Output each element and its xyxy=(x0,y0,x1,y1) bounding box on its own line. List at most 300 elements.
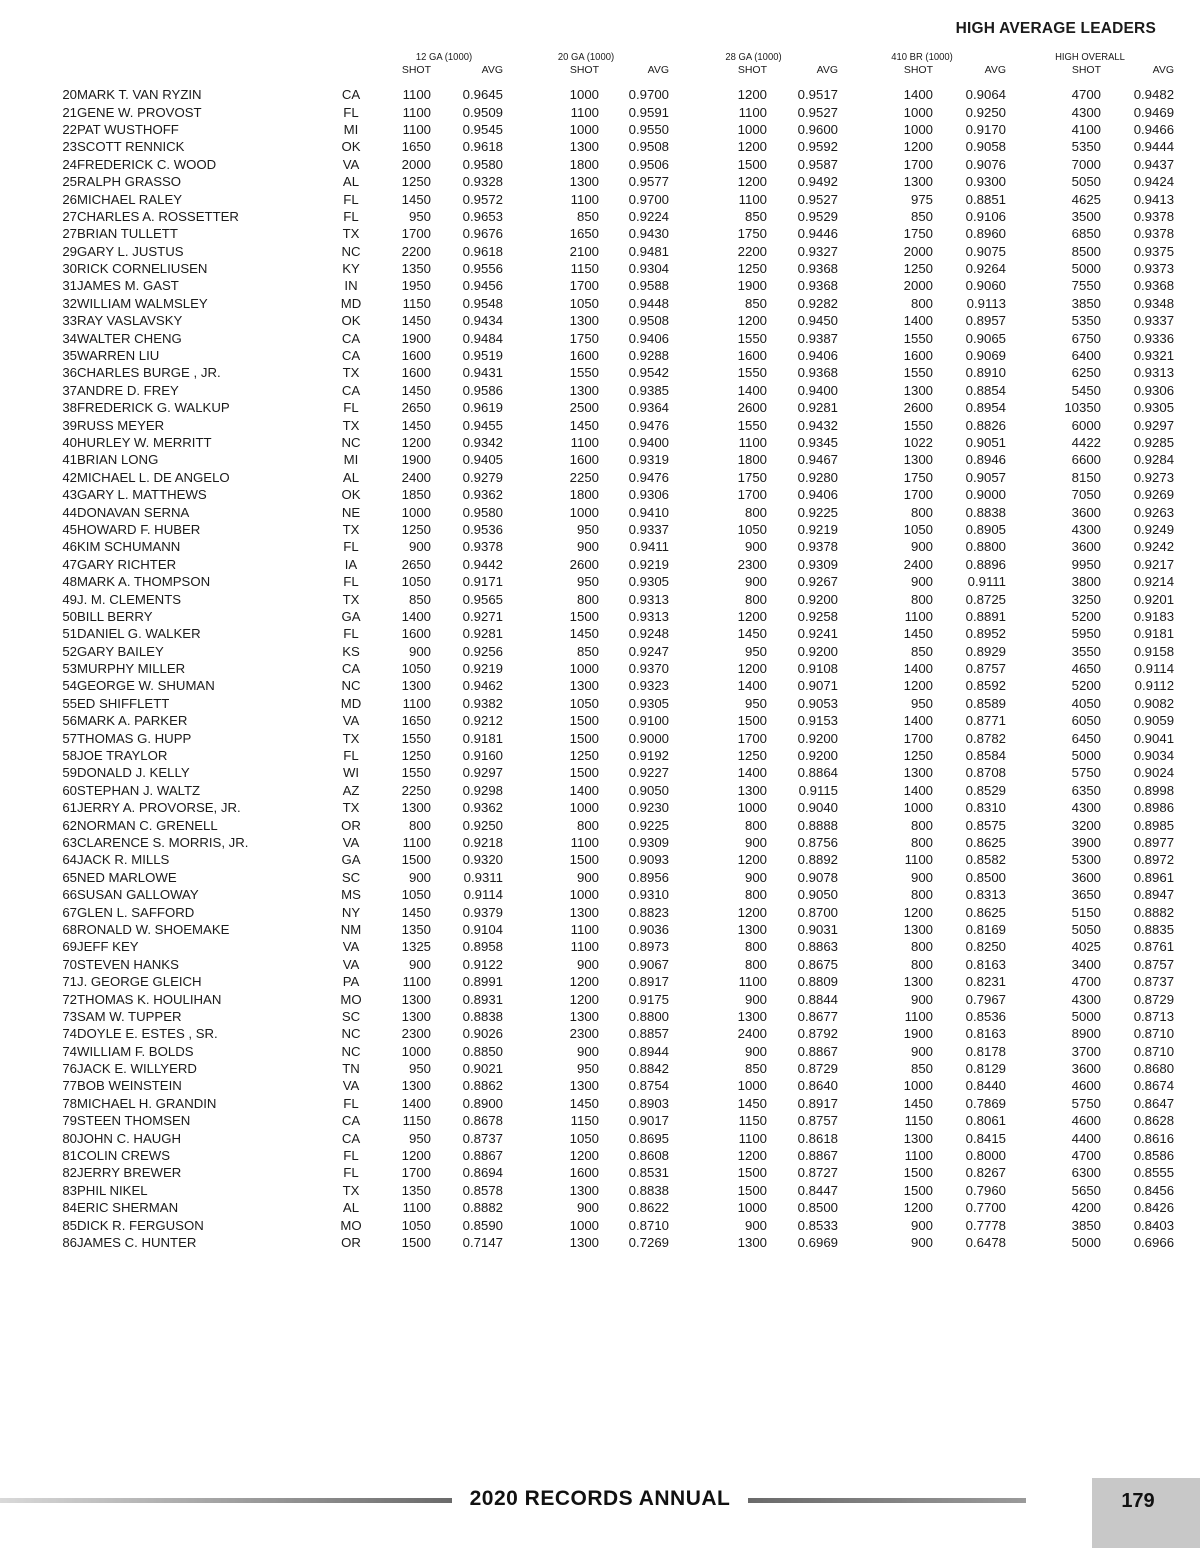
12ga-shot-cell: 1100 xyxy=(402,974,431,990)
28ga-shot-cell: 1750 xyxy=(737,226,767,242)
410br-avg-cell: 0.8854 xyxy=(965,382,1007,398)
28ga-shot-cell: 1000 xyxy=(737,121,767,137)
28ga-shot-cell: 1000 xyxy=(737,800,767,816)
20ga-avg-cell: 0.9542 xyxy=(628,365,669,381)
state-cell: GA xyxy=(341,852,361,868)
12ga-shot-cell: 1300 xyxy=(401,800,431,816)
28ga-shot-cell: 1900 xyxy=(737,278,767,294)
28ga-avg-cell: 0.9281 xyxy=(797,400,838,416)
shooter-name-cell: GARY RICHTER xyxy=(77,556,177,572)
28ga-avg-cell: 0.9200 xyxy=(797,730,838,746)
overall-avg-cell: 0.9181 xyxy=(1133,626,1175,642)
20ga-avg-cell: 0.9230 xyxy=(628,800,669,816)
28ga-avg-cell: 0.8844 xyxy=(797,991,838,1007)
table-row xyxy=(0,1182,1200,1199)
28ga-avg-cell: 0.8864 xyxy=(797,765,838,781)
overall-shot-cell: 4300 xyxy=(1071,800,1102,816)
shooter-name-cell: SUSAN GALLOWAY xyxy=(77,887,199,903)
table-row xyxy=(0,1234,1200,1251)
overall-avg-cell: 0.8628 xyxy=(1133,1113,1175,1129)
overall-shot-cell: 3400 xyxy=(1071,956,1102,972)
20ga-avg-cell: 0.9305 xyxy=(628,574,669,590)
20ga-shot-cell: 2100 xyxy=(569,243,599,259)
410br-shot-cell: 1300 xyxy=(903,974,933,990)
table-row xyxy=(0,86,1200,103)
12ga-shot-cell: 900 xyxy=(408,956,431,972)
12ga-avg-cell: 0.9250 xyxy=(462,817,503,833)
state-cell: TX xyxy=(342,800,360,816)
28ga-avg-cell: 0.9200 xyxy=(797,748,838,764)
28ga-avg-cell: 0.8618 xyxy=(797,1130,838,1146)
shooter-name-cell: THOMAS K. HOULIHAN xyxy=(77,991,222,1007)
12ga-avg-cell: 0.8867 xyxy=(462,1148,503,1164)
410br-shot-cell: 900 xyxy=(910,539,933,555)
20ga-shot-cell: 850 xyxy=(576,208,599,224)
28ga-shot-cell: 950 xyxy=(744,643,767,659)
group-header-28ga: 28 GA (1000) xyxy=(725,51,782,63)
20ga-avg-cell: 0.9508 xyxy=(628,313,669,329)
12ga-shot-cell: 1100 xyxy=(402,834,431,850)
state-cell: SC xyxy=(341,869,361,885)
shooter-name-cell: DANIEL G. WALKER xyxy=(77,626,201,642)
28ga-avg-cell: 0.8727 xyxy=(797,1165,838,1181)
410br-avg-cell: 0.9264 xyxy=(965,261,1007,277)
overall-avg-cell: 0.9112 xyxy=(1134,678,1175,694)
410br-shot-cell: 1300 xyxy=(903,765,933,781)
12ga-shot-cell: 2400 xyxy=(401,469,431,485)
20ga-avg-cell: 0.9319 xyxy=(628,452,669,468)
28ga-avg-cell: 0.8892 xyxy=(797,852,838,868)
410br-shot-cell: 1200 xyxy=(903,139,933,155)
28ga-shot-cell: 1500 xyxy=(737,1182,767,1198)
12ga-avg-cell: 0.9160 xyxy=(462,748,503,764)
12ga-avg-cell: 0.9653 xyxy=(462,208,503,224)
28ga-shot-cell: 1200 xyxy=(737,174,767,190)
410br-avg-cell: 0.8800 xyxy=(965,539,1007,555)
20ga-shot-cell: 1300 xyxy=(569,174,599,190)
shooter-name-cell: NED MARLOWE xyxy=(77,869,177,885)
28ga-shot-cell: 1300 xyxy=(737,782,767,798)
20ga-shot-cell: 1750 xyxy=(569,330,599,346)
410br-avg-cell: 0.9111 xyxy=(967,574,1007,590)
state-cell: NC xyxy=(341,1026,361,1042)
overall-avg-cell: 0.9378 xyxy=(1133,208,1175,224)
overall-shot-cell: 4422 xyxy=(1071,435,1102,450)
12ga-avg-cell: 0.9618 xyxy=(462,243,503,259)
20ga-avg-cell: 0.8917 xyxy=(628,974,669,990)
state-cell: AL xyxy=(342,1200,360,1216)
state-cell: TX xyxy=(342,226,360,242)
410br-avg-cell: 0.9170 xyxy=(965,121,1007,137)
410br-shot-cell: 1100 xyxy=(904,608,933,624)
410br-shot-cell: 850 xyxy=(910,643,933,659)
20ga-shot-cell: 2250 xyxy=(569,469,599,485)
410br-shot-cell: 1022 xyxy=(903,435,933,450)
28ga-shot-cell: 1500 xyxy=(737,713,767,729)
28ga-shot-cell: 850 xyxy=(744,1061,767,1077)
20ga-avg-cell: 0.9508 xyxy=(628,139,669,155)
28ga-shot-cell: 2300 xyxy=(737,556,767,572)
20ga-shot-cell: 1300 xyxy=(569,313,599,329)
12ga-shot-cell: 1400 xyxy=(401,608,431,624)
12ga-shot-cell: 1450 xyxy=(401,382,431,398)
table-row xyxy=(0,103,1200,120)
table-row xyxy=(0,764,1200,781)
20ga-avg-cell: 0.9093 xyxy=(628,852,669,868)
12ga-shot-cell: 1550 xyxy=(401,765,431,781)
rank-cell: 60 xyxy=(62,782,77,798)
overall-avg-cell: 0.8586 xyxy=(1133,1148,1175,1164)
12ga-avg-cell: 0.9181 xyxy=(462,730,503,746)
overall-shot-cell: 3600 xyxy=(1071,504,1102,520)
shooter-name-cell: RUSS MEYER xyxy=(77,417,165,433)
410br-shot-cell: 1000 xyxy=(903,104,933,120)
28ga-avg-cell: 0.9200 xyxy=(797,643,838,659)
page-number-box xyxy=(1092,1478,1200,1548)
12ga-avg-cell: 0.9431 xyxy=(462,365,503,381)
12ga-shot-cell: 1300 xyxy=(401,678,431,694)
20ga-shot-cell: 1650 xyxy=(569,226,599,242)
state-cell: CA xyxy=(341,382,361,398)
shooter-name-cell: WALTER CHENG xyxy=(77,330,182,346)
shooter-name-cell: COLIN CREWS xyxy=(77,1148,171,1164)
410br-shot-cell: 1500 xyxy=(903,1165,933,1181)
12ga-shot-cell: 1150 xyxy=(402,1113,431,1129)
12ga-avg-cell: 0.8931 xyxy=(462,991,503,1007)
20ga-avg-cell: 0.9448 xyxy=(628,295,669,311)
table-row xyxy=(0,590,1200,607)
20ga-shot-cell: 1400 xyxy=(569,782,599,798)
overall-avg-cell: 0.9114 xyxy=(1134,661,1175,677)
overall-avg-cell: 0.8737 xyxy=(1133,974,1175,990)
state-cell: MI xyxy=(343,121,359,137)
28ga-avg-cell: 0.9225 xyxy=(797,504,838,520)
rank-cell: 27 xyxy=(62,208,77,224)
28ga-shot-cell: 1500 xyxy=(737,1165,767,1181)
28ga-shot-cell: 900 xyxy=(744,991,767,1007)
group-header-20ga: 20 GA (1000) xyxy=(557,51,615,63)
12ga-avg-cell: 0.9256 xyxy=(462,643,503,659)
28ga-avg-cell: 0.8500 xyxy=(797,1200,838,1216)
rank-cell: 51 xyxy=(62,626,77,642)
28ga-avg-cell: 0.9219 xyxy=(797,521,838,537)
table-row xyxy=(0,1025,1200,1042)
12ga-shot-cell: 1100 xyxy=(402,695,431,711)
28ga-avg-cell: 0.9492 xyxy=(797,174,838,190)
28ga-shot-cell: 900 xyxy=(744,834,767,850)
rank-cell: 58 xyxy=(62,748,77,764)
12ga-shot-cell: 1950 xyxy=(401,278,431,294)
410br-shot-cell: 1700 xyxy=(903,730,933,746)
12ga-shot-cell: 1650 xyxy=(401,713,431,729)
12ga-shot-cell: 1300 xyxy=(401,1078,431,1094)
28ga-avg-cell: 0.9258 xyxy=(797,608,838,624)
overall-shot-cell: 8500 xyxy=(1071,243,1102,259)
overall-shot-cell: 4650 xyxy=(1071,661,1102,677)
rank-cell: 66 xyxy=(62,887,77,903)
28ga-shot-cell: 1100 xyxy=(738,191,767,207)
28ga-avg-cell: 0.9241 xyxy=(797,626,838,642)
rank-cell: 33 xyxy=(62,313,77,329)
overall-shot-cell: 5200 xyxy=(1071,608,1102,624)
28ga-shot-cell: 2600 xyxy=(737,400,767,416)
20ga-avg-cell: 0.9036 xyxy=(628,921,669,937)
410br-avg-cell: 0.9076 xyxy=(965,156,1007,172)
410br-avg-cell: 0.7778 xyxy=(965,1217,1007,1233)
12ga-shot-cell: 1150 xyxy=(402,295,431,311)
state-cell: KY xyxy=(342,261,360,277)
20ga-shot-cell: 1050 xyxy=(569,295,599,311)
28ga-avg-cell: 0.8700 xyxy=(797,904,838,920)
12ga-shot-cell: 1250 xyxy=(401,174,431,190)
rank-cell: 81 xyxy=(62,1148,77,1164)
28ga-shot-cell: 1700 xyxy=(737,487,767,503)
12ga-avg-cell: 0.9279 xyxy=(462,469,503,485)
20ga-avg-cell: 0.9430 xyxy=(628,226,669,242)
12ga-shot-cell: 1100 xyxy=(402,121,431,137)
avg-header: AVG xyxy=(816,64,838,76)
12ga-avg-cell: 0.9586 xyxy=(462,382,503,398)
28ga-shot-cell: 1600 xyxy=(737,348,767,364)
overall-shot-cell: 4600 xyxy=(1071,1113,1102,1129)
12ga-avg-cell: 0.9676 xyxy=(462,226,503,242)
overall-shot-cell: 3600 xyxy=(1071,869,1102,885)
overall-shot-cell: 3650 xyxy=(1071,887,1102,903)
overall-shot-cell: 3850 xyxy=(1071,1217,1102,1233)
410br-avg-cell: 0.6478 xyxy=(965,1234,1007,1250)
410br-shot-cell: 2000 xyxy=(903,278,933,294)
shooter-name-cell: WILLIAM WALMSLEY xyxy=(77,295,208,311)
table-row xyxy=(0,677,1200,694)
state-cell: FL xyxy=(343,104,359,120)
20ga-shot-cell: 900 xyxy=(576,539,599,555)
20ga-shot-cell: 900 xyxy=(576,869,599,885)
20ga-shot-cell: 1000 xyxy=(569,1217,599,1233)
overall-avg-cell: 0.9242 xyxy=(1133,539,1175,555)
28ga-avg-cell: 0.9282 xyxy=(797,295,838,311)
410br-shot-cell: 900 xyxy=(910,1217,933,1233)
12ga-shot-cell: 1500 xyxy=(401,1234,431,1250)
state-cell: SC xyxy=(341,1008,361,1024)
410br-shot-cell: 1250 xyxy=(903,261,933,277)
410br-avg-cell: 0.9075 xyxy=(965,243,1007,259)
overall-avg-cell: 0.8977 xyxy=(1133,834,1175,850)
12ga-shot-cell: 1100 xyxy=(402,1200,431,1216)
overall-avg-cell: 0.8616 xyxy=(1133,1130,1175,1146)
state-cell: FL xyxy=(343,574,359,590)
table-row xyxy=(0,347,1200,364)
20ga-shot-cell: 1600 xyxy=(569,348,599,364)
12ga-shot-cell: 1900 xyxy=(401,452,431,468)
410br-avg-cell: 0.8440 xyxy=(965,1078,1007,1094)
12ga-avg-cell: 0.9645 xyxy=(462,87,503,103)
overall-shot-cell: 3250 xyxy=(1071,591,1102,607)
table-row xyxy=(0,1147,1200,1164)
state-cell: OK xyxy=(341,139,361,155)
28ga-shot-cell: 2400 xyxy=(737,1026,767,1042)
20ga-avg-cell: 0.9337 xyxy=(628,521,669,537)
12ga-avg-cell: 0.9619 xyxy=(462,400,503,416)
20ga-avg-cell: 0.9700 xyxy=(628,87,669,103)
410br-shot-cell: 1400 xyxy=(903,713,933,729)
avg-header: AVG xyxy=(647,64,669,76)
shooter-name-cell: RICK CORNELIUSEN xyxy=(77,261,208,277)
state-cell: VA xyxy=(342,834,360,850)
410br-avg-cell: 0.8529 xyxy=(965,782,1007,798)
table-row xyxy=(0,660,1200,677)
28ga-avg-cell: 0.8640 xyxy=(797,1078,838,1094)
table-row xyxy=(0,1060,1200,1077)
table-row xyxy=(0,277,1200,294)
overall-shot-cell: 8900 xyxy=(1071,1026,1102,1042)
20ga-shot-cell: 1800 xyxy=(569,487,599,503)
12ga-shot-cell: 1100 xyxy=(402,104,431,120)
28ga-shot-cell: 1750 xyxy=(737,469,767,485)
shooter-name-cell: GLEN L. SAFFORD xyxy=(77,904,195,920)
overall-shot-cell: 6600 xyxy=(1071,452,1102,468)
12ga-avg-cell: 0.7147 xyxy=(462,1234,503,1250)
28ga-shot-cell: 1000 xyxy=(737,1078,767,1094)
20ga-avg-cell: 0.8973 xyxy=(628,939,669,955)
shooter-name-cell: CLARENCE S. MORRIS, JR. xyxy=(77,834,249,850)
rank-cell: 55 xyxy=(62,695,77,711)
state-cell: FL xyxy=(343,208,359,224)
overall-avg-cell: 0.9059 xyxy=(1133,713,1175,729)
table-row xyxy=(0,382,1200,399)
table-row xyxy=(0,1095,1200,1112)
state-cell: FL xyxy=(343,1165,359,1181)
page-title: HIGH AVERAGE LEADERS xyxy=(955,20,1156,37)
state-cell: NM xyxy=(340,921,362,937)
410br-avg-cell: 0.8708 xyxy=(965,765,1007,781)
20ga-shot-cell: 1050 xyxy=(569,1130,599,1146)
rank-cell: 43 xyxy=(62,487,77,503)
410br-shot-cell: 800 xyxy=(910,834,933,850)
410br-shot-cell: 1500 xyxy=(903,1182,933,1198)
20ga-shot-cell: 1600 xyxy=(569,1165,599,1181)
28ga-avg-cell: 0.8867 xyxy=(797,1148,838,1164)
table-row xyxy=(0,260,1200,277)
avg-header: AVG xyxy=(1152,64,1175,76)
28ga-avg-cell: 0.9071 xyxy=(797,678,838,694)
410br-avg-cell: 0.8952 xyxy=(965,626,1007,642)
410br-avg-cell: 0.8313 xyxy=(965,887,1007,903)
28ga-avg-cell: 0.9446 xyxy=(797,226,838,242)
410br-shot-cell: 1000 xyxy=(903,121,933,137)
shooter-name-cell: WARREN LIU xyxy=(77,348,160,364)
28ga-avg-cell: 0.9108 xyxy=(797,661,838,677)
20ga-avg-cell: 0.9227 xyxy=(628,765,669,781)
state-cell: AL xyxy=(342,469,360,485)
table-row xyxy=(0,138,1200,155)
12ga-shot-cell: 900 xyxy=(408,643,431,659)
410br-shot-cell: 800 xyxy=(910,591,933,607)
overall-shot-cell: 4700 xyxy=(1071,87,1102,103)
rank-cell: 80 xyxy=(62,1130,77,1146)
overall-shot-cell: 4600 xyxy=(1071,1078,1102,1094)
rank-cell: 74 xyxy=(62,1026,77,1042)
12ga-avg-cell: 0.9342 xyxy=(462,435,503,450)
shooter-name-cell: STEEN THOMSEN xyxy=(77,1113,191,1129)
shooter-name-cell: KIM SCHUMANN xyxy=(77,539,181,555)
20ga-shot-cell: 1500 xyxy=(569,608,599,624)
12ga-avg-cell: 0.8838 xyxy=(462,1008,503,1024)
leaders-table xyxy=(0,50,1200,1251)
state-cell: OR xyxy=(341,817,361,833)
20ga-shot-cell: 1000 xyxy=(569,661,599,677)
12ga-shot-cell: 950 xyxy=(408,1130,431,1146)
12ga-shot-cell: 1325 xyxy=(401,939,431,955)
shooter-name-cell: MARK A. THOMPSON xyxy=(77,574,211,590)
28ga-avg-cell: 0.9327 xyxy=(797,243,838,259)
12ga-avg-cell: 0.9212 xyxy=(462,713,503,729)
12ga-avg-cell: 0.9382 xyxy=(462,695,503,711)
rank-cell: 67 xyxy=(62,904,77,920)
overall-shot-cell: 4100 xyxy=(1071,121,1102,137)
20ga-avg-cell: 0.7269 xyxy=(628,1234,669,1250)
20ga-avg-cell: 0.8710 xyxy=(628,1217,669,1233)
overall-avg-cell: 0.9263 xyxy=(1133,504,1175,520)
410br-avg-cell: 0.8536 xyxy=(965,1008,1007,1024)
12ga-shot-cell: 1300 xyxy=(401,1008,431,1024)
shooter-name-cell: JOHN C. HAUGH xyxy=(77,1130,182,1146)
12ga-avg-cell: 0.9519 xyxy=(462,348,503,364)
overall-avg-cell: 0.9034 xyxy=(1133,748,1175,764)
28ga-avg-cell: 0.8729 xyxy=(797,1061,838,1077)
rank-cell: 69 xyxy=(62,939,77,955)
410br-shot-cell: 2600 xyxy=(903,400,933,416)
rank-cell: 50 xyxy=(62,608,77,624)
28ga-avg-cell: 0.8677 xyxy=(797,1008,838,1024)
28ga-avg-cell: 0.9592 xyxy=(797,139,838,155)
20ga-shot-cell: 1100 xyxy=(570,834,599,850)
state-cell: FL xyxy=(343,748,359,764)
12ga-avg-cell: 0.9362 xyxy=(462,487,503,503)
shooter-name-cell: FREDERICK G. WALKUP xyxy=(77,400,230,416)
rank-cell: 37 xyxy=(62,382,77,398)
overall-avg-cell: 0.8674 xyxy=(1133,1078,1175,1094)
28ga-shot-cell: 1200 xyxy=(737,608,767,624)
28ga-shot-cell: 1400 xyxy=(737,765,767,781)
table-row xyxy=(0,295,1200,312)
state-cell: VA xyxy=(342,713,360,729)
rank-cell: 27 xyxy=(62,226,77,242)
table-row xyxy=(0,1042,1200,1059)
28ga-avg-cell: 0.9527 xyxy=(797,191,838,207)
page-number: 179 xyxy=(1121,1490,1155,1512)
410br-shot-cell: 1400 xyxy=(903,661,933,677)
rank-cell: 21 xyxy=(62,104,77,120)
leaders-table-body xyxy=(0,86,1200,1251)
28ga-avg-cell: 0.9378 xyxy=(797,539,838,555)
12ga-shot-cell: 2200 xyxy=(401,243,431,259)
410br-shot-cell: 800 xyxy=(910,295,933,311)
shooter-name-cell: NORMAN C. GRENELL xyxy=(77,817,218,833)
overall-shot-cell: 6850 xyxy=(1071,226,1102,242)
410br-avg-cell: 0.8910 xyxy=(965,365,1007,381)
12ga-avg-cell: 0.8737 xyxy=(462,1130,503,1146)
overall-avg-cell: 0.9336 xyxy=(1133,330,1175,346)
overall-shot-cell: 6050 xyxy=(1071,713,1102,729)
20ga-avg-cell: 0.8944 xyxy=(628,1043,669,1059)
410br-shot-cell: 900 xyxy=(910,869,933,885)
overall-avg-cell: 0.9348 xyxy=(1133,295,1175,311)
12ga-avg-cell: 0.9618 xyxy=(462,139,503,155)
410br-shot-cell: 1300 xyxy=(903,452,933,468)
overall-shot-cell: 6300 xyxy=(1071,1165,1102,1181)
overall-shot-cell: 3200 xyxy=(1071,817,1102,833)
shooter-name-cell: GEORGE W. SHUMAN xyxy=(77,678,215,694)
